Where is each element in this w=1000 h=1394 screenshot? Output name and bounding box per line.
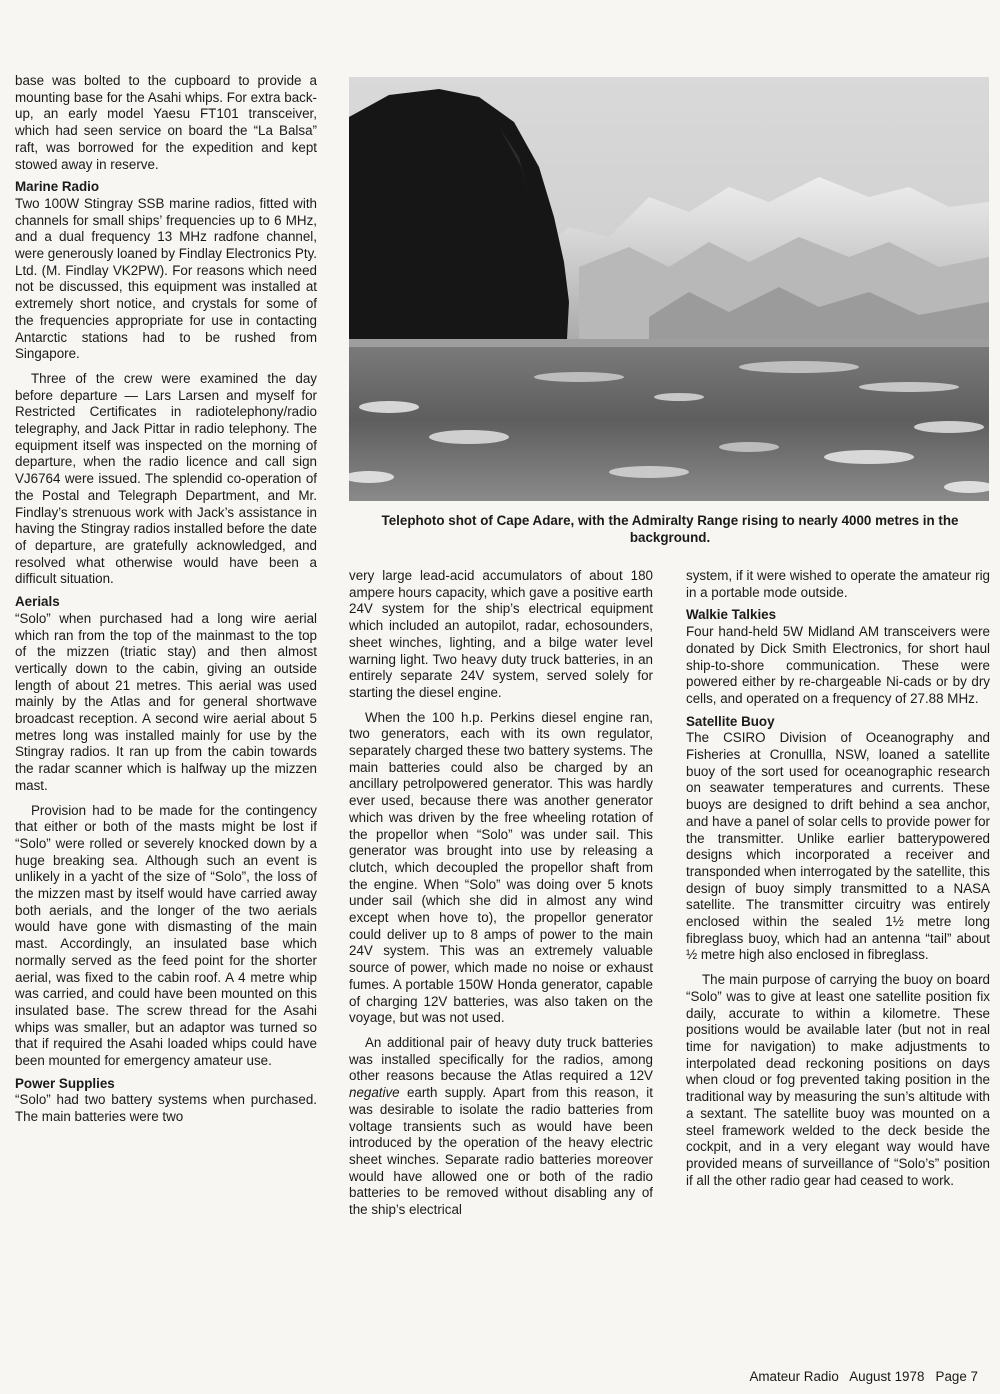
paragraph-crew: Three of the crew were examined the day before departure — Lars Larsen and myself for Restricted Certificates in radiotelephony/radio telegraphy, and Jack Pittar in radio telephony. The equipment itself was inspected on the morning of departure, when the radio licence and call sign VJ6764 were issued. The splendid co-operation of the Postal and Telegraph Department, and Mr. Findlay’s strenuous work with Jack’s assistance in having the Stingray radios installed before the date of departure, are gratefully acknowledged, and resolved what otherwise would have been a difficult situation. xyxy=(15,370,317,587)
paragraph-batteries: very large lead-acid accumulators of about 180 ampere hours capacity, which gave a positive earth 24V system for the ship’s electrical equipment which included an autopilot, radar, echosounders, sheet winches, lighting, and a bilge water level warning light. Two heavy duty truck batteries, in an entirely separate 24V system, served solely for starting the diesel engine. xyxy=(349,568,653,700)
page-footer: Amateur Radio August 1978 Page 7 xyxy=(749,1369,978,1384)
radio-batteries-text-a: An additional pair of heavy duty truck batteries was installed specifically for the radios, among other reasons because the Atlas required a 12V xyxy=(349,1034,653,1084)
paragraph-marine-radio: Two 100W Stingray SSB marine radios, fitted with channels for small ships’ frequencies up to 6 MHz, and a dual frequency 13 MHz radfone channel, were generously loaned by Findlay Electronics Pty. Ltd. (M. Findlay VK2PW). For reasons which need not be discussed, this equipment was installed at extremely short notice, and crystals for some of the frequencies appropriate for use in contacting Antarctic stations had to be rushed from Singapore. xyxy=(15,195,317,362)
paragraph-provision: Provision had to be made for the contingency that either or both of the masts might be lost if “Solo” were rolled or severely knocked down by a huge breaking sea. Although such an event is unlikely in a yacht of the size of “Solo”, the loss of the mizzen mast by itself would have carried away both aerials, and the longer of the two aerials would have gone with dismasting of the main mast. Accordingly, an insulated base which normally served as the feed point for the shorter aerial, was fixed to the cabin roof. A 4 metre whip was carried, and could have been mounted on this insulated base. The screw thread for the Asahi whips was smaller, but an adaptor was turned so that if required the Asahi loaded whips could have been mounted for emergency amateur use. xyxy=(15,802,317,1069)
article-column-2 xyxy=(349,568,653,1219)
cape-adare-photo-image xyxy=(349,77,989,501)
paragraph-power-supplies: “Solo” had two battery systems when purchased. The main batteries were two xyxy=(15,1092,317,1125)
radio-batteries-text-b: earth supply. Apart from this reason, it was desirable to isolate the radio batteries from voltage transients such as would have been introduced by the operation of the heavy electric sheet winches. Separate radio batteries moreover would have allowed one or both of the radio batteries to be removed without disabling any of the ship’s electrical xyxy=(349,1085,653,1218)
paragraph-aerials: “Solo” when purchased had a long wire aerial which ran from the top of the mainmast to the top of the mizzen (triatic stay) and then almost vertically down to the cabin, giving an outside length of about 21 metres. This aerial was used mainly by the Atlas and for general shortwave broadcast reception. A second wire aerial about 5 metres long was installed mainly for use by the Stingray radios. It ran up from the cabin towards the radar scanner which is halfway up the mizzen mast. xyxy=(15,610,317,793)
paragraph-radio-batteries xyxy=(349,1035,653,1219)
heading-satellite-buoy: Satellite Buoy xyxy=(686,713,775,729)
paragraph-perkins-engine: When the 100 h.p. Perkins diesel engine ran, two generators, each with its own regulator, separately charged these two battery systems. The main batteries could also be charged by an ancillary petrolpowered generator. This was hardly ever used, because there was another generator which was driven by the free wheeling rotation of the propellor when “Solo” was under sail. This generator was brought into use by releasing a clutch, which decoupled the propellor shaft from the engine. When “Solo” was doing over 5 knots under sail (which she did in almost any wind except when hove to), the propellor generator could deliver up to 8 amps of power to the main 24V system. This was an extremely valuable source of power, which made no noise or exhaust fumes. A portable 150W Honda generator, capable of charging 12V batteries, was also taken on the voyage, but was not used. xyxy=(349,709,653,1026)
paragraph-intro: base was bolted to the cupboard to provide a mounting base for the Asahi whips. For extra back-up, an early model Yaesu FT101 transceiver, which had seen service on board the “La Balsa” raft, was borrowed for the expedition and kept stowed away in reserve. xyxy=(15,73,317,172)
heading-power-supplies: Power Supplies xyxy=(15,1075,115,1091)
paragraph-portable-mode: system, if it were wished to operate the amateur rig in a portable mode outside. xyxy=(686,568,990,600)
figure-caption: Telephoto shot of Cape Adare, with the Admiralty Range rising to nearly 4000 metres in the background. xyxy=(381,513,959,545)
negative-emphasis: negative xyxy=(349,1085,400,1101)
paragraph-walkie-talkies: Four hand-held 5W Midland AM transceivers were donated by Dick Smith Electronics, for short haul ship-to-shore communication. These were powered either by re-chargeable Ni-cads or by dry cells, and operated on a frequency of 27.88 MHz. xyxy=(686,624,990,706)
article-column-1 xyxy=(15,73,317,1126)
cape-adare-photo xyxy=(349,77,989,501)
heading-aerials: Aerials xyxy=(15,594,60,610)
paragraph-buoy-purpose: The main purpose of carrying the buoy on board “Solo” was to give at least one satellite position fix daily, accurate to within a kilometre. These positions would be available later (but not in real time for navigation) to make adjustments to interpolated dead reckoning positions on days when cloud or fog prevented taking position in the traditional way by measuring the sun’s altitude with a sextant. The satellite buoy was mounted on a steel framework welded to the deck beside the cockpit, and in a very elegant way would have provided means of surveillance of “Solo’s” position if all the other radio gear had ceased to work. xyxy=(686,972,990,1188)
heading-marine-radio: Marine Radio xyxy=(15,179,100,195)
heading-walkie-talkies: Walkie Talkies xyxy=(686,607,777,623)
paragraph-satellite-buoy: The CSIRO Division of Oceanography and Fisheries at Cronullla, NSW, loaned a satellite buoy of the sort used for oceanographic research on seawater temperatures and currents. These buoys are designed to drift behind a sea anchor, and have a panel of solar cells to provide power for the transmitter. Unlike earlier batterypowered designs which incorporated a receiver and transponded when interrogated by the satellite, this design of buoy simply transmitted to a NASA satellite. The transmitter circuitry was entirely enclosed within the sealed 1½ metre long fibreglass buoy, which had an antenna “tail” about ½ metre high also enclosed in fibreglass. xyxy=(686,730,990,963)
article-column-3 xyxy=(686,568,990,1189)
